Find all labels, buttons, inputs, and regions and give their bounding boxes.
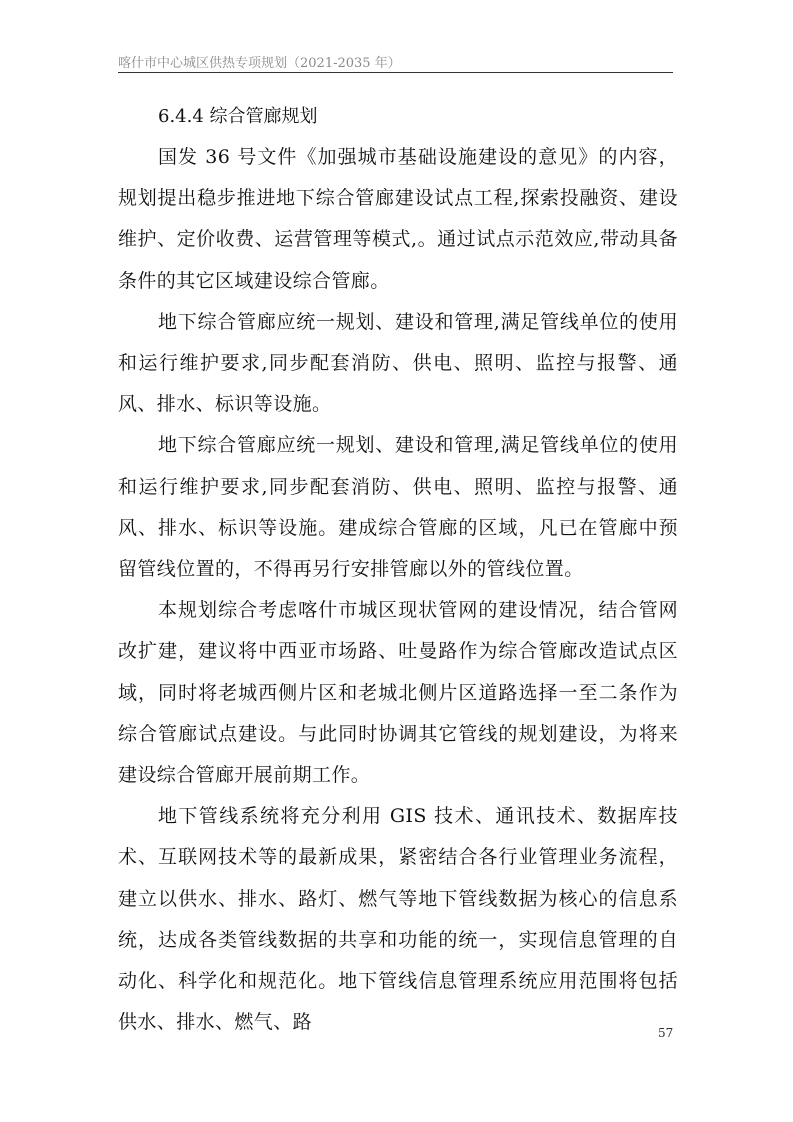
- page-number: 57: [658, 1026, 674, 1040]
- header-title: 喀什市中心城区供热专项规划（2021-2035 年）: [118, 56, 401, 71]
- paragraph-5: 地下管线系统将充分利用 GIS 技术、通讯技术、数据库技术、互联网技术等的最新成果，紧密结合各行业管理业务流程，建立以供水、排水、路灯、燃气等地下管线数据为核心的信息系统，达成各类管线数据的共享和功能的统一，实现信息管理的自动化、科学化和规范化。地下管线信息管理系统应用范围将包括供水、排水、燃气、路: [118, 805, 678, 1034]
- header-divider: [118, 72, 673, 73]
- section-heading: 6.4.4 综合管廊规划: [158, 106, 318, 127]
- paragraph-2: 地下综合管廊应统一规划、建设和管理,满足管线单位的使用和运行维护要求,同步配套消防、供电、照明、监控与报警、通风、排水、标识等设施。: [118, 310, 678, 416]
- paragraph-3: 地下综合管廊应统一规划、建设和管理,满足管线单位的使用和运行维护要求,同步配套消防、供电、照明、监控与报警、通风、排水、标识等设施。建成综合管廊的区域，凡已在管廊中预留管线位置的，不得再另行安排管廊以外的管线位置。: [118, 434, 678, 581]
- paragraph-1: 国发 36 号文件《加强城市基础设施建设的意见》的内容，规划提出稳步推进地下综合管廊建设试点工程,探索投融资、建设维护、定价收费、运营管理等模式,。通过试点示范效应,带动具备条件的其它区域建设综合管廊。: [118, 146, 678, 292]
- paragraph-4: 本规划综合考虑喀什市城区现状管网的建设情况，结合管网改扩建，建议将中西亚市场路、吐曼路作为综合管廊改造试点区域，同时将老城西侧片区和老城北侧片区道路选择一至二条作为综合管廊试点建设。与此同时协调其它管线的规划建设，为将来建设综合管廊开展前期工作。: [118, 599, 678, 787]
- page-header: [118, 48, 673, 74]
- document-body: [118, 96, 678, 1043]
